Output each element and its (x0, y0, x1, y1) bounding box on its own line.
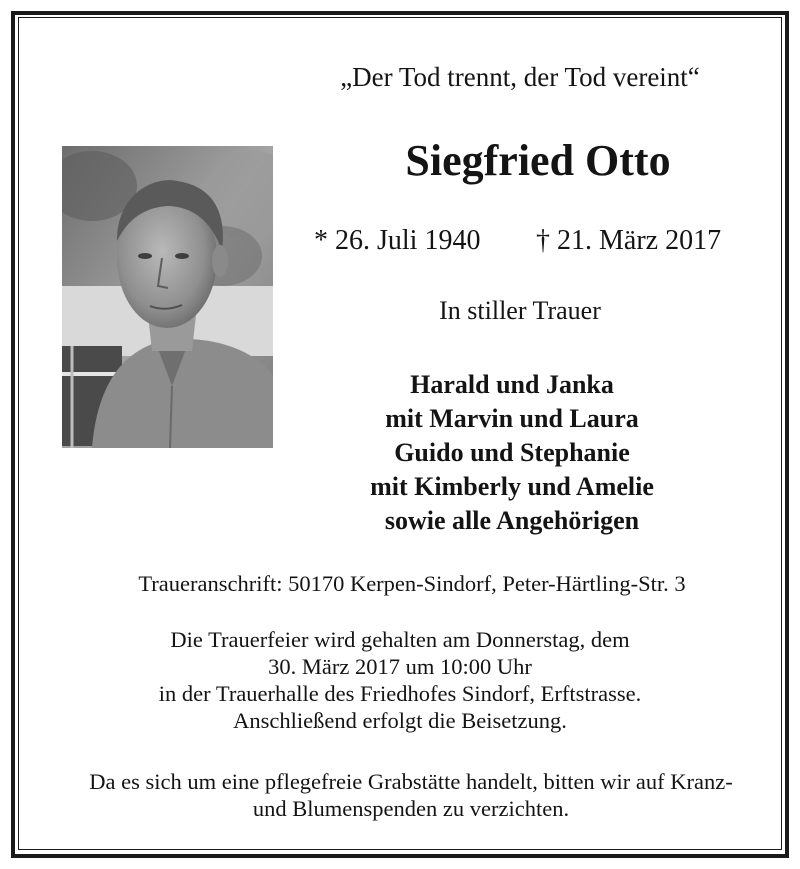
quote: „Der Tod trennt, der Tod vereint“ (340, 62, 700, 92)
ceremony-line: Anschließend erfolgt die Beisetzung. (233, 708, 567, 733)
mourning-address: Traueranschrift: 50170 Kerpen-Sindorf, Peter-Härtling-Str. 3 (138, 571, 686, 596)
note-line: Da es sich um eine pflegefreie Grabstätte handelt, bitten wir auf Kranz- (89, 769, 733, 794)
family-line: Harald und Janka (410, 370, 614, 399)
ceremony-info (159, 626, 641, 734)
donation-note (89, 768, 732, 822)
ceremony-line: in der Trauerhalle des Friedhofes Sindorf, Erftstrasse. (158, 681, 642, 706)
family-list (370, 368, 654, 538)
deceased-name: Siegfried Otto (405, 136, 671, 185)
family-line: mit Kimberly und Amelie (370, 472, 654, 501)
family-line: Guido und Stephanie (394, 438, 630, 467)
ceremony-line: 30. März 2017 um 10:00 Uhr (268, 654, 532, 679)
death-date: † 21. März 2017 (536, 225, 722, 256)
mourning-line: In stiller Trauer (439, 296, 601, 325)
note-line: und Blumenspenden zu verzichten. (252, 796, 570, 821)
family-line: mit Marvin und Laura (385, 404, 639, 433)
portrait-photo (62, 146, 273, 448)
family-line: sowie alle Angehörigen (384, 506, 640, 535)
birth-date: * 26. Juli 1940 (314, 225, 481, 256)
ceremony-line: Die Trauerfeier wird gehalten am Donnerstag, dem (170, 627, 630, 652)
